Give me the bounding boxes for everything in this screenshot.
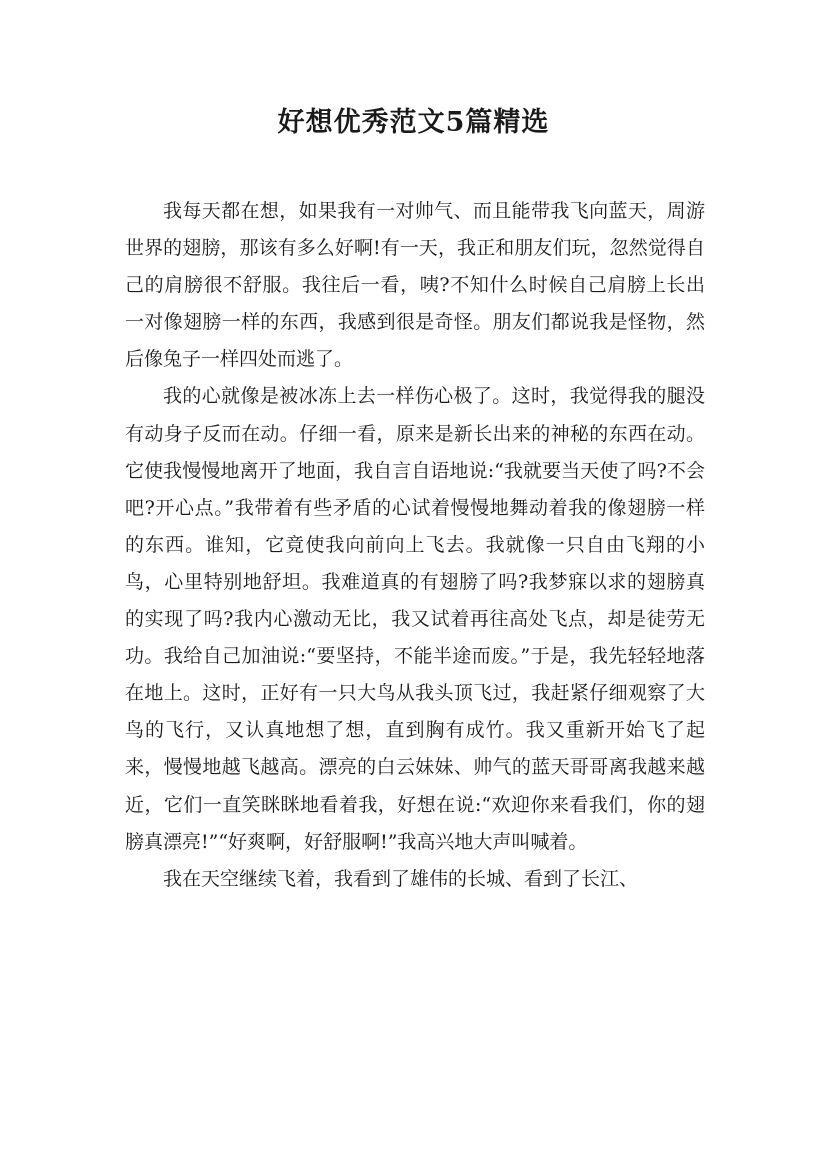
- document-title: 好想优秀范文5篇精选: [277, 107, 550, 138]
- document-body: [125, 193, 705, 898]
- paragraph-1: 我每天都在想，如果我有一对帅气、而且能带我飞向蓝天，周游世界的翅膀，那该有多么好啊!有一天，我正和朋友们玩，忽然觉得自己的肩膀很不舒服。我往后一看，咦?不知什么时候自己肩膀上长出一对像翅膀一样的东西，我感到很是奇怪。朋友们都说我是怪物，然后像兔子一样四处而逃了。: [125, 200, 705, 371]
- paragraph-2: 我的心就像是被冰冻上去一样伤心极了。这时，我觉得我的腿没有动身子反而在动。仔细一看，原来是新长出来的神秘的东西在动。它使我慢慢地离开了地面，我自言自语地说:“我就要当天使了吗?不会吧?开心点。”我带着有些矛盾的心试着慢慢地舞动着我的像翅膀一样的东西。谁知，它竟使我向前向上飞去。我就像一只自由飞翔的小鸟，心里特别地舒坦。我难道真的有翅膀了吗?我梦寐以求的翅膀真的实现了吗?我内心激动无比，我又试着再往高处飞点，却是徒劳无功。我给自己加油说:“要坚持，不能半途而废。”于是，我先轻轻地落在地上。这时，正好有一只大鸟从我头顶飞过，我赶紧仔细观察了大鸟的飞行，又认真地想了想，直到胸有成竹。我又重新开始飞了起来，慢慢地越飞越高。漂亮的白云妹妹、帅气的蓝天哥哥离我越来越近，它们一直笑眯眯地看着我，好想在说:“欢迎你来看我们，你的翅膀真漂亮!”“好爽啊，好舒服啊!”我高兴地大声叫喊着。: [125, 385, 705, 853]
- paragraph-3: 我在天空继续飞着，我看到了雄伟的长城、看到了长江、: [163, 867, 639, 890]
